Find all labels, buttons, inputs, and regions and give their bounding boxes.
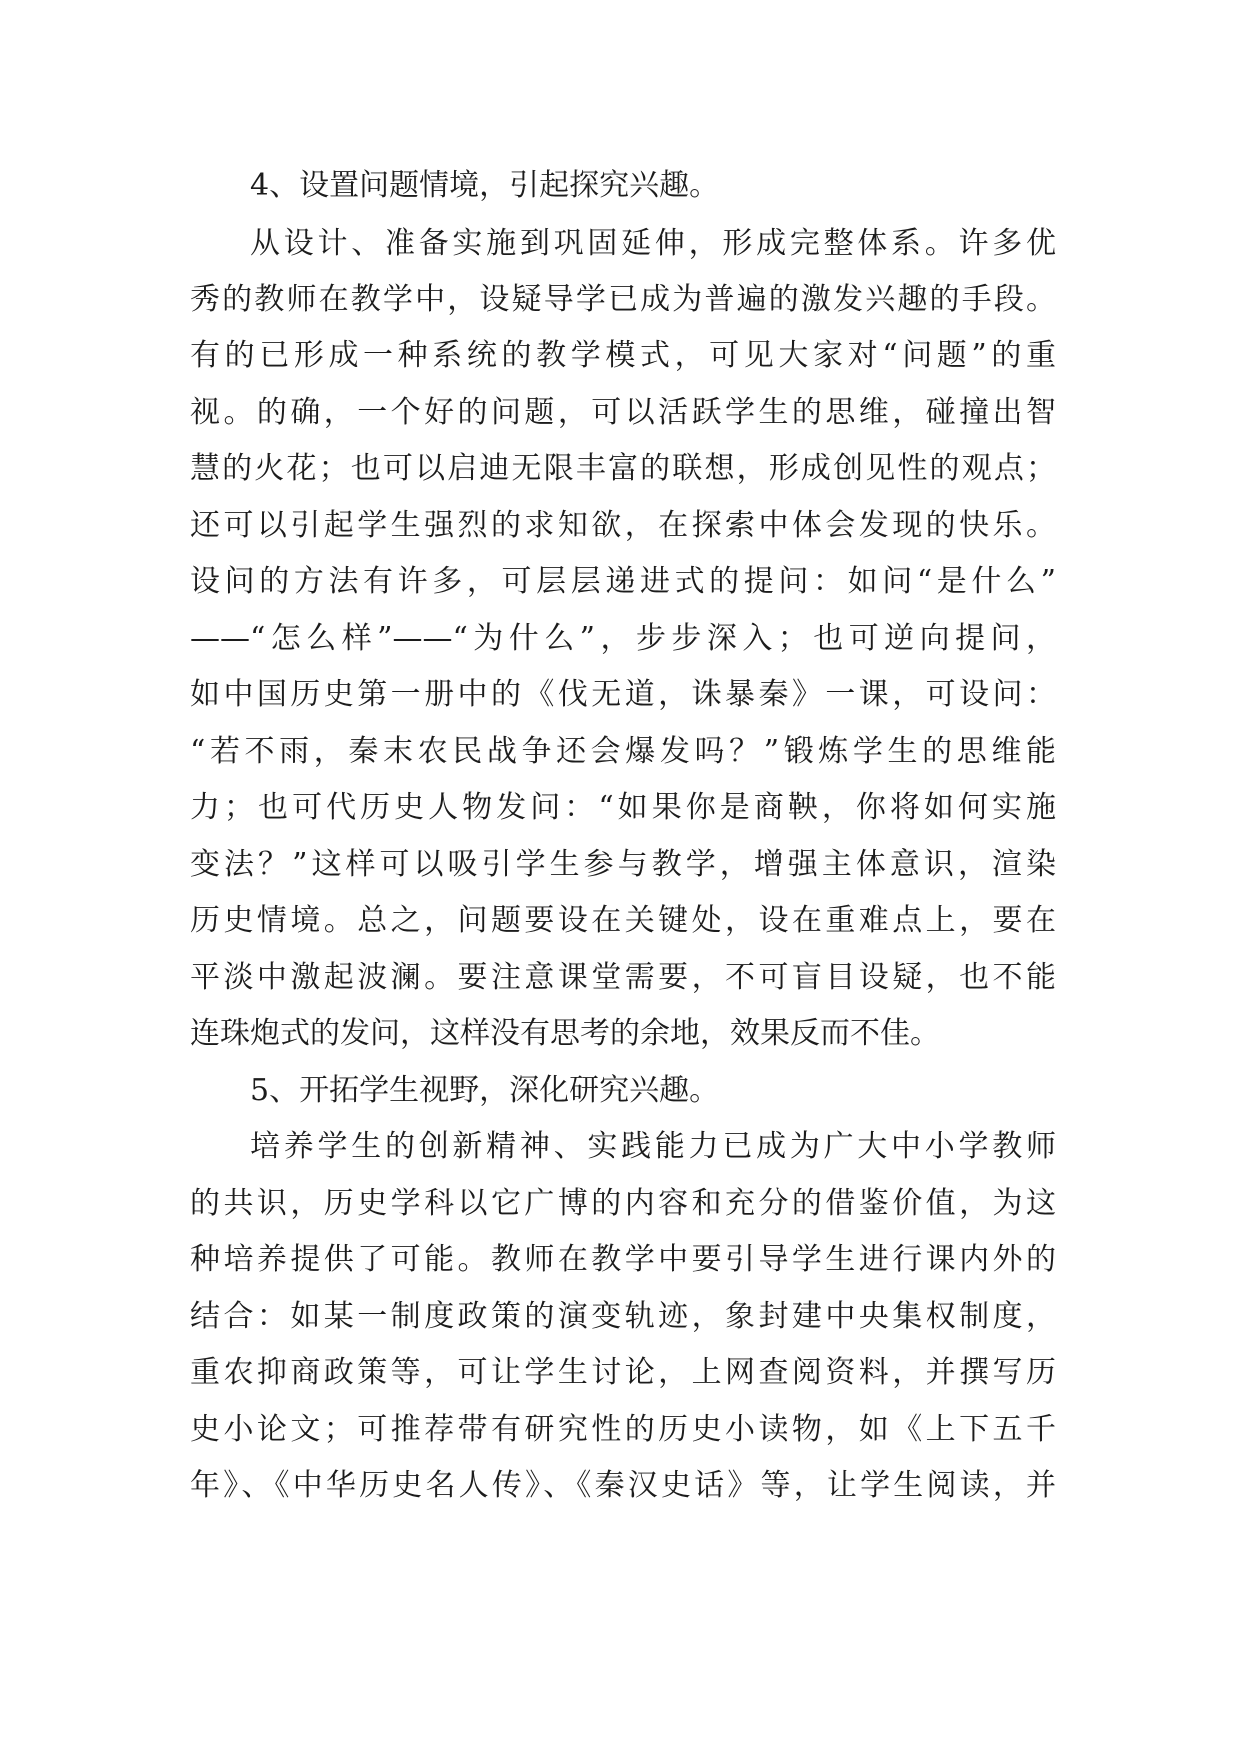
paragraph-line: 秀的教师在教学中，设疑导学已成为普遍的激发兴趣的手段。 (190, 282, 1056, 317)
heading-section-4: 4、设置问题情境，引起探究兴趣。 (250, 168, 720, 203)
paragraph-line: 还可以引起学生强烈的求知欲，在探索中体会发现的快乐。 (190, 508, 1056, 543)
paragraph-line: 设问的方法有许多，可层层递进式的提问：如问“是什么” (190, 564, 1056, 599)
paragraph-line: 种培养提供了可能。教师在教学中要引导学生进行课内外的 (190, 1242, 1056, 1277)
paragraph-line: ——“怎么样”——“为什么”，步步深入；也可逆向提问， (190, 621, 1056, 656)
paragraph-line: 慧的火花；也可以启迪无限丰富的联想，形成创见性的观点； (190, 451, 1056, 486)
paragraph-line: 历史情境。总之，问题要设在关键处，设在重难点上，要在 (190, 903, 1056, 938)
paragraph-line: 平淡中激起波澜。要注意课堂需要，不可盲目设疑，也不能 (190, 960, 1056, 995)
paragraph-line: 变法？”这样可以吸引学生参与教学，增强主体意识，渲染 (190, 847, 1056, 882)
paragraph-line: 连珠炮式的发问，这样没有思考的余地，效果反而不佳。 (190, 1016, 940, 1051)
paragraph-line: 年》、《中华历史名人传》、《秦汉史话》等，让学生阅读，并 (190, 1468, 1056, 1503)
paragraph-line: 的共识，历史学科以它广博的内容和充分的借鉴价值，为这 (190, 1186, 1056, 1221)
paragraph-line: 视。的确，一个好的问题，可以活跃学生的思维，碰撞出智 (190, 395, 1056, 430)
paragraph-line: 重农抑商政策等，可让学生讨论，上网查阅资料，并撰写历 (190, 1355, 1056, 1390)
paragraph-line: 史小论文；可推荐带有研究性的历史小读物，如《上下五千 (190, 1412, 1056, 1447)
paragraph-line: 培养学生的创新精神、实践能力已成为广大中小学教师 (250, 1129, 1056, 1164)
paragraph-line: 力；也可代历史人物发问：“如果你是商鞅，你将如何实施 (190, 790, 1056, 825)
paragraph-line: 有的已形成一种系统的教学模式，可见大家对“问题”的重 (190, 338, 1056, 373)
paragraph-line: “若不雨，秦末农民战争还会爆发吗？”锻炼学生的思维能 (190, 734, 1056, 769)
heading-section-5: 5、开拓学生视野，深化研究兴趣。 (250, 1073, 720, 1108)
paragraph-line: 从设计、准备实施到巩固延伸，形成完整体系。许多优 (250, 226, 1056, 261)
paragraph-line: 如中国历史第一册中的《伐无道，诛暴秦》一课，可设问： (190, 677, 1056, 712)
paragraph-line: 结合：如某一制度政策的演变轨迹，象封建中央集权制度， (190, 1299, 1056, 1334)
